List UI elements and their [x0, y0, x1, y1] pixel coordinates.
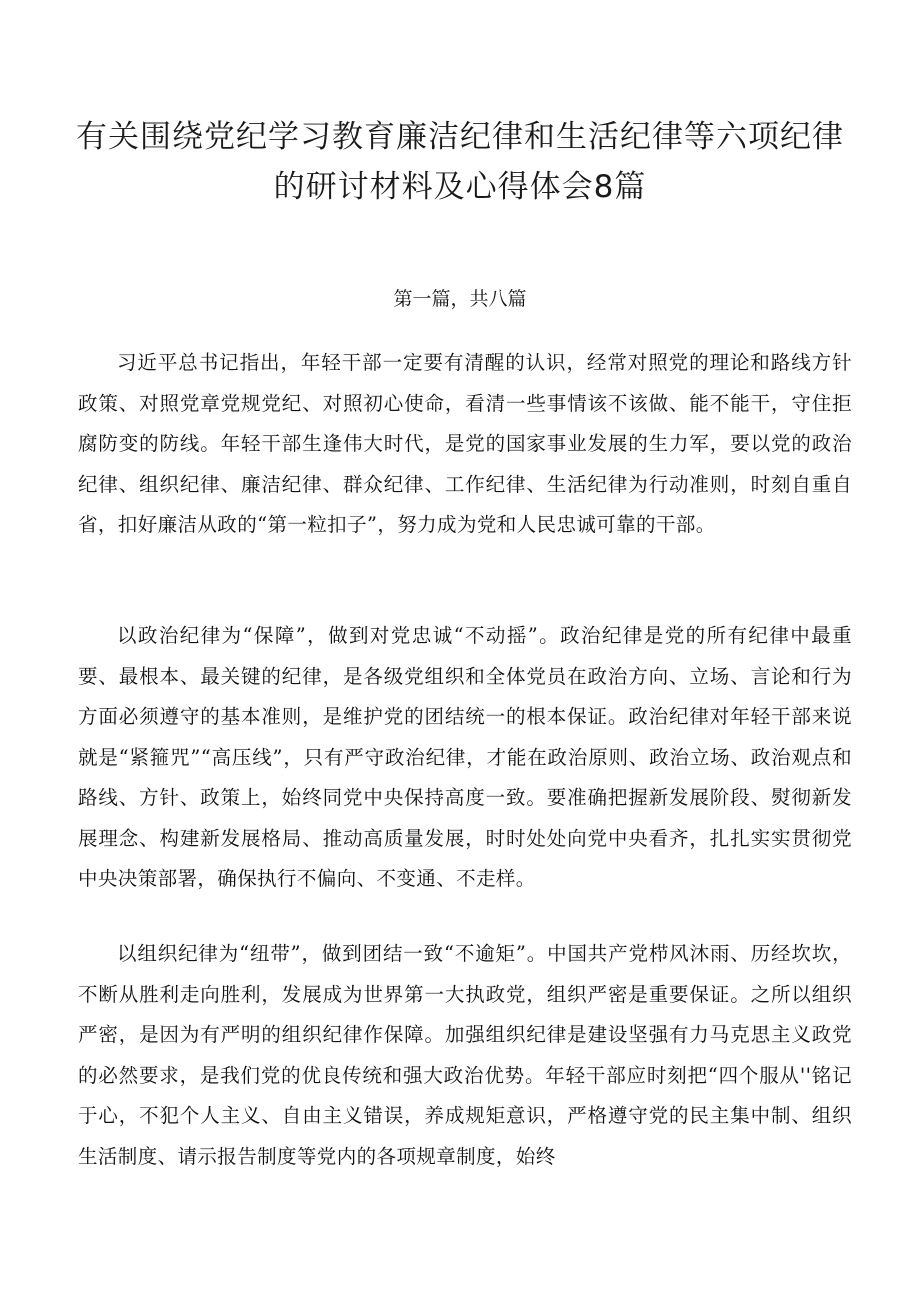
section-label: 第一篇，共八篇	[393, 288, 527, 310]
paragraph-1: 习近平总书记指出，年轻干部一定要有清醒的认识，经常对照党的理论和路线方针政策、对照党章党规党纪、对照初心使命，看清一些事情该不该做、能不能干，守住拒腐防变的防线。年轻干部生逢伟大时代，是党的国家事业发展的生力军，要以党的政治纪律、组织纪律、廉洁纪律、群众纪律、工作纪律、生活纪律为行动准则，时刻自重自省，扣好廉洁从政的“第一粒扣子”，努力成为党和人民忠诚可靠的干部。	[78, 351, 852, 536]
paragraph-3: 以组织纪律为“纽带”，做到团结一致“不逾矩”。中国共产党栉风沐雨、历经坎坎，不断从胜利走向胜利，发展成为世界第一大执政党，组织严密是重要保证。之所以组织严密，是因为有严明的组织纪律作保障。加强组织纪律是建设坚强有力马克思主义政党的必然要求，是我们党的优良传统和强大政治优势。年轻干部应时刻把“四个服从''铭记于心，不犯个人主义、自由主义错误，养成规矩意识，严格遵守党的民主集中制、组织生活制度、请示报告制度等党内的各项规章制度，始终	[78, 942, 852, 1168]
paragraph-2: 以政治纪律为“保障”，做到对党忠诚“不动摇”。政治纪律是党的所有纪律中最重要、最根本、最关键的纪律，是各级党组织和全体党员在政治方向、立场、言论和行为方面必须遵守的基本准则，是维护党的团结统一的根本保证。政治纪律对年轻干部来说就是“紧箍咒”“高压线”，只有严守政治纪律，才能在政治原则、政治立场、政治观点和路线、方针、政策上，始终同党中央保持高度一致。要准确把握新发展阶段、熨彻新发展理念、构建新发展格局、推动高质量发展，时时处处向党中央看齐，扎扎实实贯彻党中央决策部署，确保执行不偏向、不变通、不走样。	[78, 624, 852, 890]
document-title: 有关围绕党纪学习教育廉洁纪律和生活纪律等六项纪律的研讨材料及心得体会8篇	[76, 119, 844, 205]
